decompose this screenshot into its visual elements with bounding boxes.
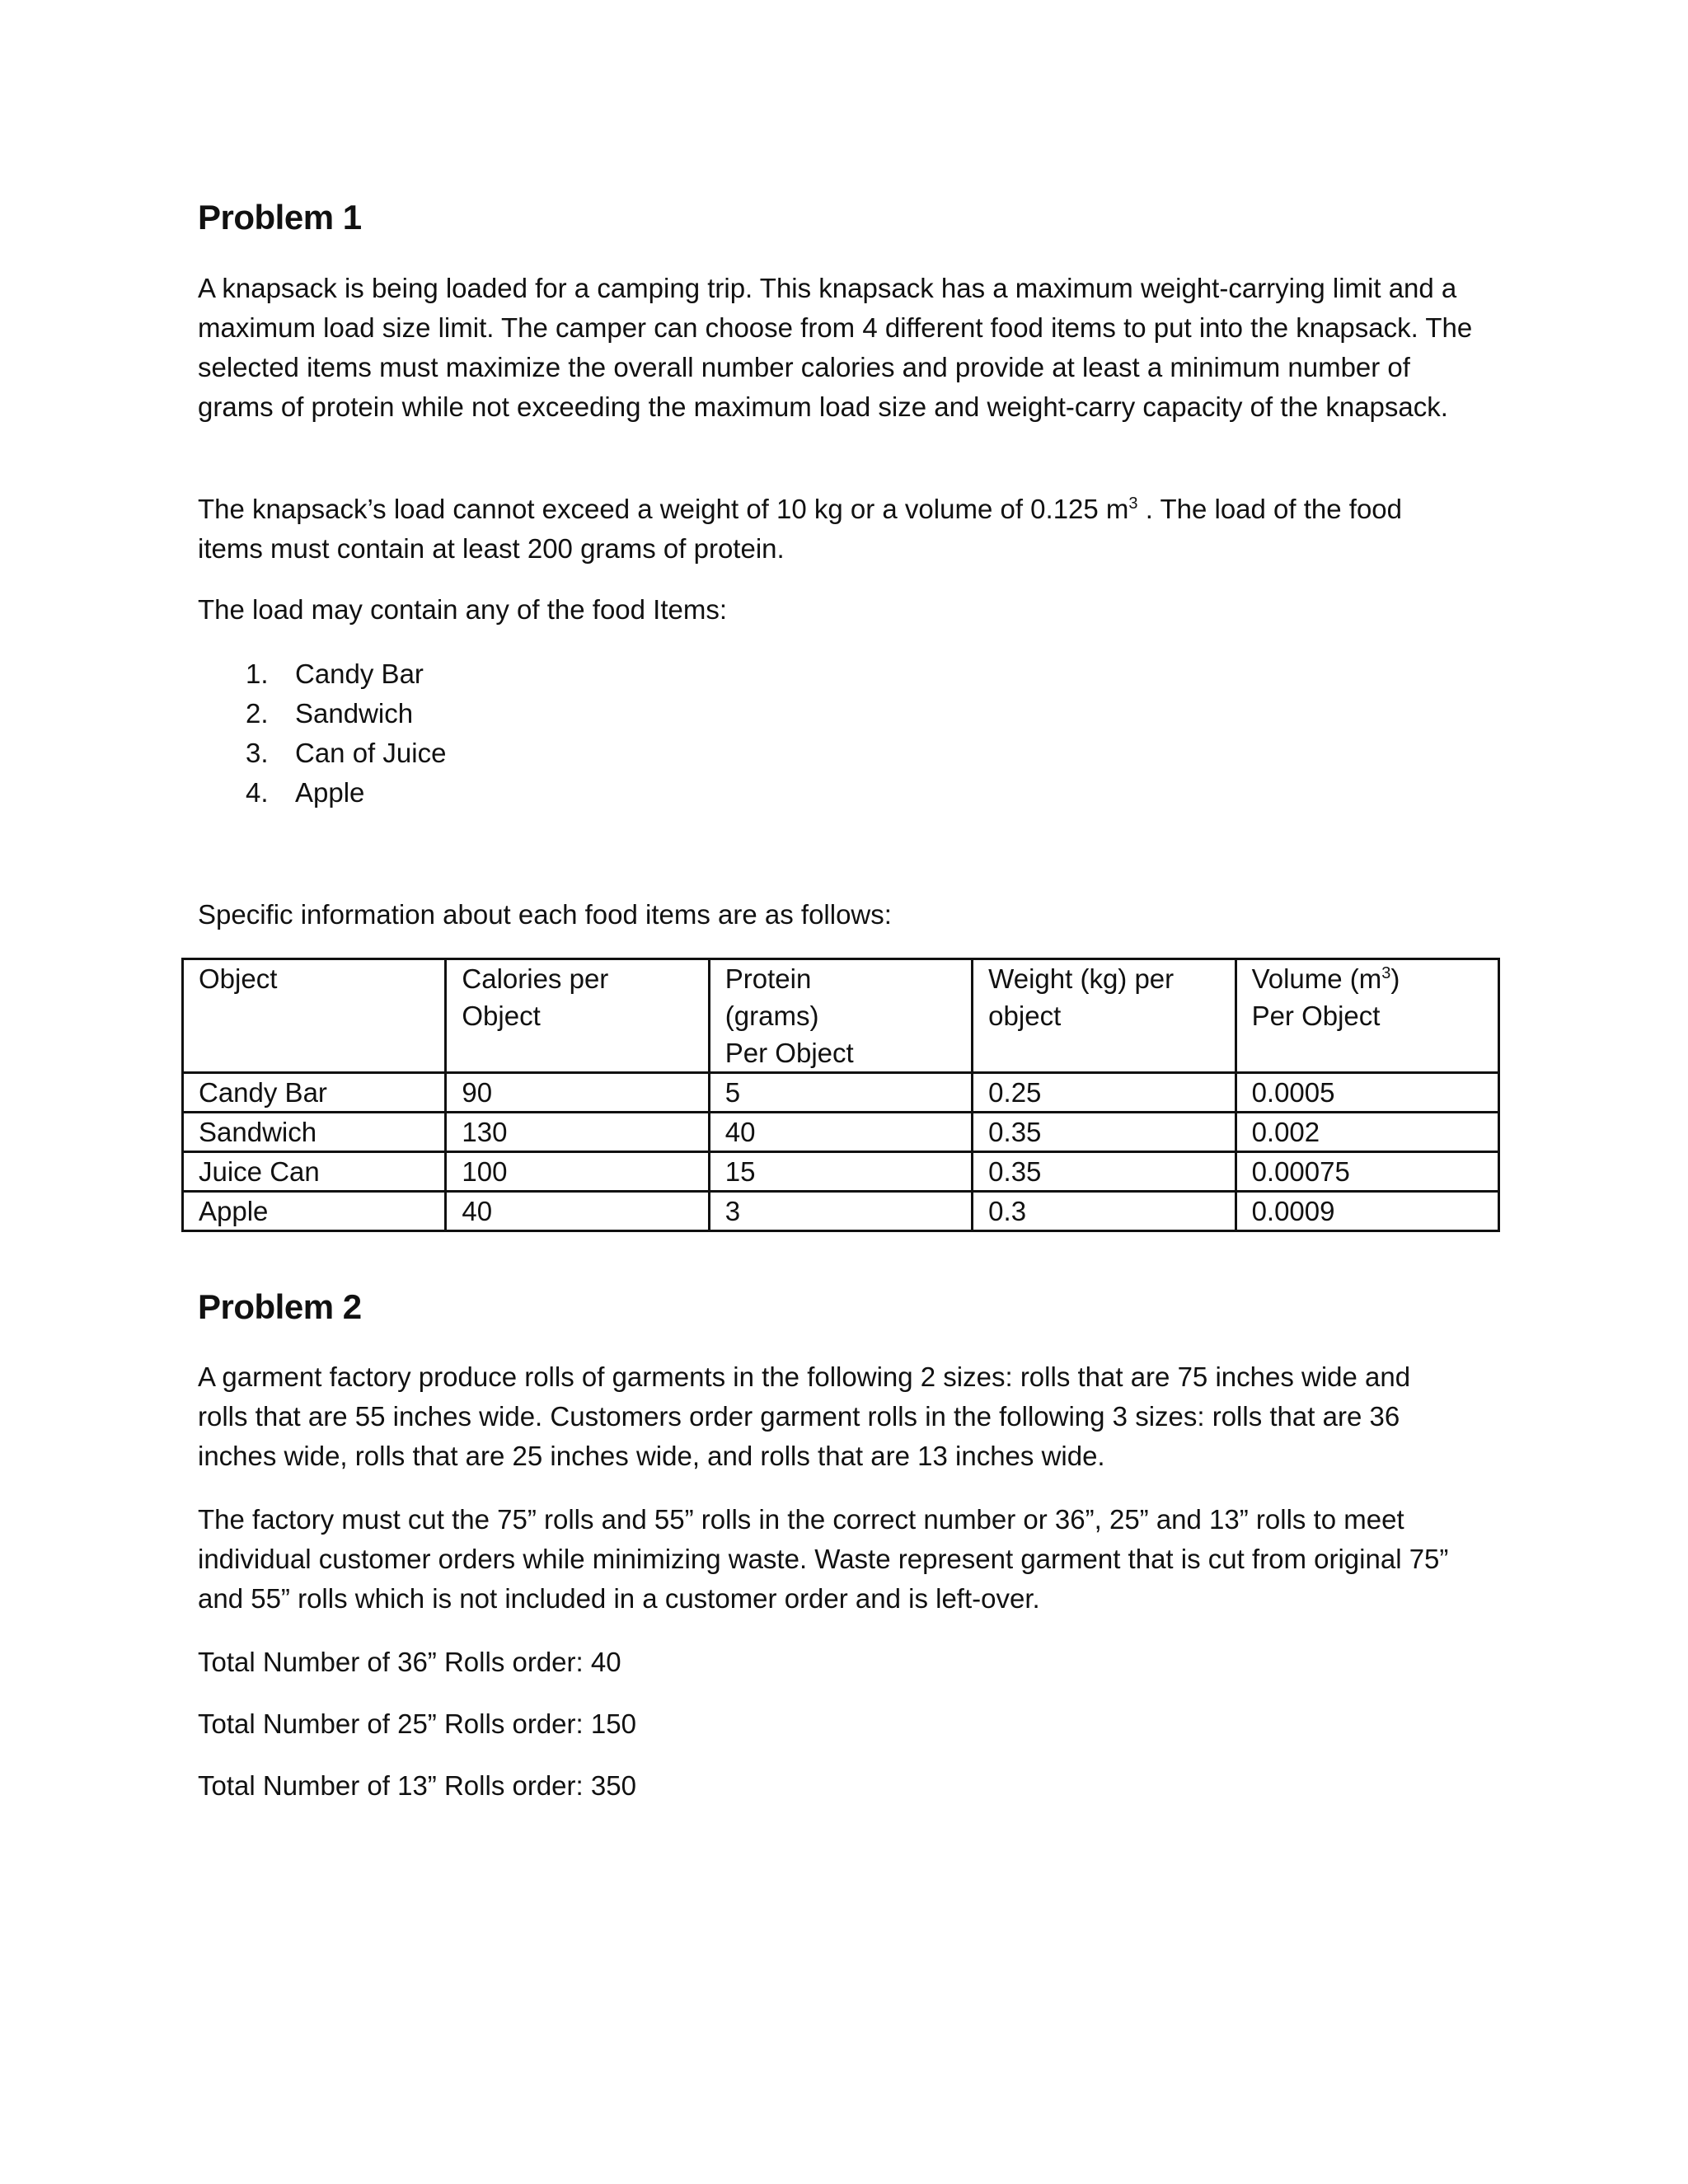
list-item: 3. Can of Juice <box>246 738 447 768</box>
table-cell: Juice Can <box>183 1152 446 1192</box>
table-cell: Apple <box>183 1192 446 1231</box>
order-36-rolls: Total Number of 36” Rolls order: 40 <box>198 1647 621 1677</box>
problem1-paragraph-2 <box>198 490 1467 569</box>
table-cell: 0.00075 <box>1236 1152 1498 1192</box>
problem1-title: Problem 1 <box>198 198 362 237</box>
para2-text-a: The knapsack’s load cannot exceed a weight of 10 kg or a volume of 0.125 m <box>198 494 1129 524</box>
problem2-paragraph-2: The factory must cut the 75” rolls and 55” rolls in the correct number or 36”, 25” and 13” rolls to meet individual customer orders while minimizing waste. Waste represent garment that is cut from original 75” and 55” rolls which is not included in a customer order and is left-over. <box>198 1504 1449 1614</box>
table-cell: 0.3 <box>973 1192 1236 1231</box>
problem1-paragraph-1: A knapsack is being loaded for a camping trip. This knapsack has a maximum weight-carrying limit and a maximum load size limit. The camper can choose from 4 different food items to put into the knapsack. The selected items must maximize the overall number calories and provide at least a minimum number of grams of protein while not exceeding the maximum load size and weight-carry capacity of the knapsack. <box>198 273 1473 422</box>
table-row <box>183 1113 1499 1152</box>
list-item: 4. Apple <box>246 777 365 808</box>
para2-text-b: . The load of the food items must contain at least 200 grams of protein. <box>198 494 1403 564</box>
food-info-table <box>181 958 1500 1232</box>
table-row <box>183 1073 1499 1113</box>
header-object: Object <box>183 959 446 1073</box>
table-cell: Candy Bar <box>183 1073 446 1113</box>
table-cell: 0.25 <box>973 1073 1236 1113</box>
table-cell: 40 <box>446 1192 709 1231</box>
table-cell: 0.35 <box>973 1113 1236 1152</box>
order-25-rolls: Total Number of 25” Rolls order: 150 <box>198 1708 636 1739</box>
table-intro: Specific information about each food items are as follows: <box>198 899 892 930</box>
header-volume: Volume $(m^3)$ Per Object <box>1236 959 1498 1073</box>
table-cell: 100 <box>446 1152 709 1192</box>
table-cell: 5 <box>709 1073 972 1113</box>
header-weight: Weight (kg) per object <box>973 959 1236 1073</box>
problem2-title: Problem 2 <box>198 1287 362 1326</box>
header-protein: Protein (grams) Per Object <box>709 959 972 1073</box>
table-row <box>183 1152 1499 1192</box>
table-cell: 15 <box>709 1152 972 1192</box>
table-cell: Sandwich <box>183 1113 446 1152</box>
food-items-list <box>246 654 446 813</box>
table-cell: 90 <box>446 1073 709 1113</box>
table-cell: 0.0005 <box>1236 1073 1498 1113</box>
table-cell: 0.0009 <box>1236 1192 1498 1231</box>
para2-superscript: 3 <box>1128 494 1138 513</box>
problem2-paragraph-1: A garment factory produce rolls of garments in the following 2 sizes: rolls that are 75 inches wide and rolls that are 55 inches wide. Customers order garment rolls in the following 3 sizes: rolls that are 36 inches wide, rolls that are 25 inches wide, and rolls that are 13 inches wide. <box>198 1361 1411 1471</box>
table-cell: 0.35 <box>973 1152 1236 1192</box>
problem1-paragraph-3: The load may contain any of the food Items: <box>198 594 728 625</box>
table-cell: 0.002 <box>1236 1113 1498 1152</box>
table-cell: 3 <box>709 1192 972 1231</box>
table-cell: 40 <box>709 1113 972 1152</box>
order-13-rolls: Total Number of 13” Rolls order: 350 <box>198 1770 636 1801</box>
header-calories: Calories per Object <box>446 959 709 1073</box>
list-item: 1. Candy Bar <box>246 658 424 689</box>
table-header-row <box>183 959 1499 1073</box>
table-row <box>183 1192 1499 1231</box>
table-cell: 130 <box>446 1113 709 1152</box>
list-item: 2. Sandwich <box>246 698 414 729</box>
